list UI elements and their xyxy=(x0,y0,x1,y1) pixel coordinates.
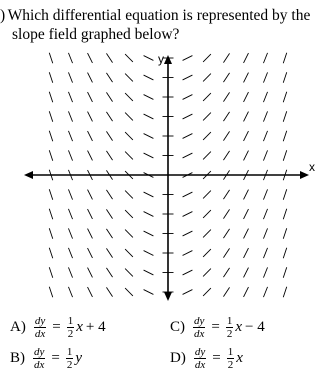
slope-segment xyxy=(283,131,286,141)
slope-segment xyxy=(49,189,52,199)
slope-segment xyxy=(223,209,229,218)
slope-segment xyxy=(263,287,267,297)
choice-a-variable: x xyxy=(76,319,83,335)
slope-segment xyxy=(223,73,229,82)
choice-a-derivative: $\frac{dy}{dx}$ xyxy=(34,315,46,340)
slope-segment xyxy=(68,287,72,297)
slope-segment xyxy=(144,153,154,158)
slope-segment xyxy=(88,73,93,83)
y-axis-arrow-up xyxy=(164,55,172,64)
choice-b-variable: y xyxy=(75,350,83,366)
slope-segment xyxy=(144,231,154,236)
slope-segment xyxy=(244,209,249,219)
slope-segment xyxy=(223,131,229,140)
choice-a-tail: + 4 xyxy=(85,319,106,335)
slope-segment xyxy=(68,131,72,141)
slope-segment xyxy=(88,131,93,141)
choice-d[interactable]: D) $\frac{dy}{dx}$ = $\frac{1}{2}$ x xyxy=(170,346,243,371)
choice-b-derivative: $\frac{dy}{dx}$ xyxy=(34,346,45,371)
slope-segment xyxy=(223,248,229,257)
slope-segment xyxy=(125,269,133,277)
slope-segment xyxy=(106,92,112,101)
slope-segment xyxy=(223,287,229,296)
slope-segment xyxy=(244,73,249,83)
slope-segment xyxy=(106,190,112,199)
slope-segment xyxy=(49,150,52,160)
slope-segment xyxy=(106,131,112,140)
slope-segment xyxy=(223,268,229,277)
slope-segment xyxy=(183,290,193,295)
slope-segment xyxy=(106,73,112,82)
slope-segment xyxy=(263,267,267,277)
slope-segment xyxy=(49,209,52,219)
slope-segment xyxy=(244,131,249,141)
question-line-1-text: Which differential equation is represented by the xyxy=(7,7,311,24)
slope-segment xyxy=(68,248,72,258)
slope-segment xyxy=(49,111,52,121)
slope-segment xyxy=(68,72,72,82)
slope-segment xyxy=(183,270,193,275)
slope-segment xyxy=(244,268,249,278)
slope-segment xyxy=(106,53,112,62)
slope-segment xyxy=(88,190,93,200)
slope-segment xyxy=(144,95,154,100)
slope-segment xyxy=(263,72,267,82)
slope-segment xyxy=(88,248,93,258)
choice-a[interactable]: A) $\frac{dy}{dx}$ = $\frac{1}{2}$ x + 4 xyxy=(10,315,106,340)
slope-segment xyxy=(263,228,267,238)
slope-segment xyxy=(203,249,211,257)
slope-segment xyxy=(125,191,133,199)
slope-segment xyxy=(244,151,249,161)
slope-segment xyxy=(223,92,229,101)
slope-segment xyxy=(283,189,286,199)
slope-segment xyxy=(88,229,93,239)
slope-segment xyxy=(49,228,52,238)
slope-segment xyxy=(68,92,72,102)
slope-segment xyxy=(106,112,112,121)
slope-segment xyxy=(144,56,154,61)
slope-segment xyxy=(203,191,211,199)
choice-c-variable: x xyxy=(235,319,243,335)
slope-segment xyxy=(263,92,267,102)
slope-segment xyxy=(49,72,52,82)
slope-segment xyxy=(244,92,249,102)
choice-c[interactable]: C) $\frac{dy}{dx}$ = $\frac{1}{2}$ x − 4 xyxy=(170,315,265,340)
slope-segment xyxy=(144,75,154,80)
x-axis-arrow-left xyxy=(24,171,33,179)
x-axis-label: x xyxy=(309,160,315,174)
slope-segment xyxy=(68,228,72,238)
slope-segment xyxy=(68,53,72,63)
slope-segment xyxy=(263,209,267,219)
slope-segment xyxy=(244,112,249,122)
slope-segment xyxy=(88,268,93,278)
slope-segment xyxy=(223,190,229,199)
slope-segment xyxy=(183,153,193,158)
slope-segment xyxy=(203,230,211,238)
slope-segment xyxy=(263,248,267,258)
slope-segment xyxy=(125,93,133,101)
slope-segment xyxy=(183,56,193,61)
slope-segment xyxy=(144,290,154,295)
slope-segment xyxy=(88,287,93,297)
slope-segment xyxy=(125,132,133,140)
choice-b[interactable]: B) $\frac{dy}{dx}$ = $\frac{1}{2}$ y xyxy=(10,346,83,371)
slope-segment xyxy=(203,113,211,121)
slope-segment xyxy=(283,228,286,238)
slope-segment xyxy=(283,267,286,277)
slope-segment xyxy=(88,92,93,102)
slope-segment xyxy=(203,132,211,140)
slope-segment xyxy=(183,231,193,236)
slope-segment xyxy=(283,72,286,82)
slope-segment xyxy=(125,74,133,82)
slope-segment xyxy=(106,287,112,296)
choice-c-letter: C) xyxy=(170,319,185,335)
slope-segment xyxy=(223,229,229,238)
slope-segment xyxy=(283,150,286,160)
slope-segment xyxy=(183,95,193,100)
slope-segment xyxy=(244,53,249,63)
slope-segment xyxy=(203,210,211,218)
slope-segment xyxy=(183,75,193,80)
slope-segment xyxy=(283,287,286,297)
slope-segment xyxy=(244,190,249,200)
slope-segment xyxy=(203,152,211,160)
slope-segment xyxy=(106,209,112,218)
slope-segment xyxy=(183,114,193,119)
slope-segment xyxy=(244,287,249,297)
slope-segment xyxy=(49,287,52,297)
slope-segment xyxy=(88,53,93,63)
slope-segment xyxy=(223,112,229,121)
slope-segment xyxy=(203,288,211,296)
slope-segment xyxy=(183,251,193,256)
slope-segment xyxy=(125,152,133,160)
slope-segment xyxy=(106,151,112,160)
choice-b-letter: B) xyxy=(10,350,25,366)
slope-segment xyxy=(68,209,72,219)
slope-segment xyxy=(68,267,72,277)
choice-a-coefficient: $\frac{1}{2}$ xyxy=(67,315,74,340)
slope-segment xyxy=(283,53,286,63)
y-axis-label: y xyxy=(158,52,164,66)
slope-segment xyxy=(106,268,112,277)
slope-segment xyxy=(144,212,154,217)
slope-segment xyxy=(49,53,52,63)
slope-segment xyxy=(203,93,211,101)
choice-c-derivative: $\frac{dy}{dx}$ xyxy=(194,315,205,340)
slope-segment xyxy=(203,269,211,277)
slope-segment xyxy=(49,92,52,102)
x-axis-arrow-right xyxy=(300,171,309,179)
choice-a-letter: A) xyxy=(10,319,26,335)
slope-segment xyxy=(106,248,112,257)
slope-segment xyxy=(125,230,133,238)
slope-segment xyxy=(144,134,154,139)
slope-segment xyxy=(283,248,286,258)
slope-segment xyxy=(244,229,249,239)
slope-segment xyxy=(183,134,193,139)
slope-segment xyxy=(144,114,154,119)
slope-segment xyxy=(49,267,52,277)
axes xyxy=(24,52,315,301)
slope-segment xyxy=(88,112,93,122)
slope-segment xyxy=(244,248,249,258)
slope-segment xyxy=(263,131,267,141)
slope-segment xyxy=(88,151,93,161)
slope-segment xyxy=(263,189,267,199)
slope-segment xyxy=(283,209,286,219)
slope-segment xyxy=(263,111,267,121)
slope-segment xyxy=(125,54,133,62)
slope-segment xyxy=(144,192,154,197)
slope-segment xyxy=(125,113,133,121)
slope-segment xyxy=(68,111,72,121)
slope-segment xyxy=(49,248,52,258)
slope-segment xyxy=(223,53,229,62)
choice-c-coefficient: $\frac{1}{2}$ xyxy=(226,315,233,340)
choice-d-derivative: $\frac{dy}{dx}$ xyxy=(194,346,206,371)
slope-segment xyxy=(263,53,267,63)
slope-segment xyxy=(203,54,211,62)
slope-segment xyxy=(125,288,133,296)
slope-segment xyxy=(106,229,112,238)
slope-segment xyxy=(144,251,154,256)
y-axis-arrow-down xyxy=(164,292,172,301)
slope-segment xyxy=(125,249,133,257)
slope-segment xyxy=(68,189,72,199)
slope-segment xyxy=(283,111,286,121)
slope-segment xyxy=(88,209,93,219)
slope-segment xyxy=(183,212,193,217)
choice-d-coefficient: $\frac{1}{2}$ xyxy=(227,346,234,371)
choice-d-letter: D) xyxy=(170,350,186,366)
choice-d-variable: x xyxy=(236,350,243,366)
slope-segment xyxy=(223,151,229,160)
slope-segment xyxy=(144,270,154,275)
slope-segment xyxy=(68,150,72,160)
slope-segment xyxy=(125,210,133,218)
choice-c-tail: − 4 xyxy=(245,319,265,335)
slope-segment xyxy=(263,150,267,160)
slope-segment xyxy=(49,131,52,141)
slope-segment xyxy=(183,192,193,197)
question-number-fragment: ) xyxy=(0,7,6,24)
slope-segment xyxy=(283,92,286,102)
question-line-2: slope field graphed below? xyxy=(12,26,180,43)
slope-segment xyxy=(203,74,211,82)
choice-b-coefficient: $\frac{1}{2}$ xyxy=(66,346,73,371)
